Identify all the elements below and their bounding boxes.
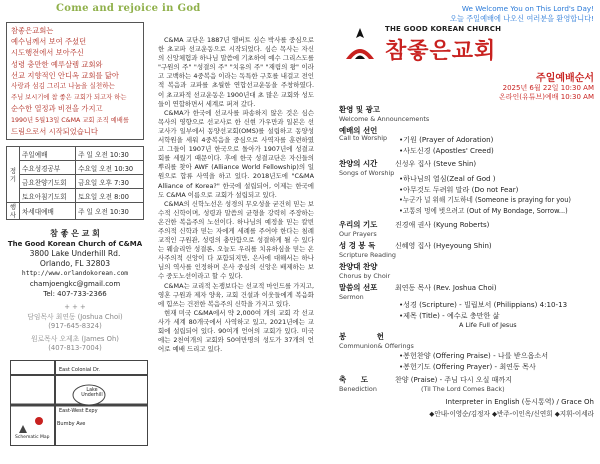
order-title-en: Call to Worship: [339, 134, 388, 142]
order-title-kr: 축 도: [339, 375, 374, 384]
cma-today-paragraph: 현재 미국 C&MA에서 약 2,000여 개의 교회 각 선교사가 세계 80개국에서 사역하고 있고, 2021년에는 교회에 설립되어 있다. 90여개 언어의 교회가 있다. 미국에는 2천여개의 교회와 50여만명의 성도가 37개의 언어로 예배 드리고 있다.: [158, 308, 314, 354]
order-item: •고통의 멍에 벗으려고 (Out of My Bondage, Sorrow...): [399, 207, 568, 215]
left-column: [0, 0, 201, 464]
intro-line: 사랑과 섬김 그리고 나눔을 실천하는: [11, 82, 115, 91]
order-item: •봉헌기도 (Offering Prayer) - 최연동 목사: [399, 362, 536, 371]
order-offering: [339, 331, 594, 372]
order-title-kr: 예배의 선언: [339, 126, 378, 135]
order-choir: [339, 261, 594, 280]
order-item: •봉헌찬양 (Offering Praise) - 나를 받으옵소서: [399, 351, 549, 360]
schedule-time: 토요일 오전 8:00: [76, 189, 144, 203]
intro-line: 시도행전에서 보아주신: [11, 48, 84, 58]
website-link[interactable]: http://www.orlandokorean.com: [21, 270, 129, 278]
order-title-en: Benediction: [339, 385, 377, 393]
order-title-en: Chorus by Choir: [339, 272, 391, 280]
order-songs: [339, 158, 594, 217]
order-title-en: Songs of Worship: [339, 169, 395, 177]
order-item: •하나님의 열심(Zeal of God ): [399, 174, 496, 183]
order-title-en: Scripture Reading: [339, 251, 396, 259]
order-call-to-worship: [339, 125, 594, 156]
schedule-name: 주일예배: [20, 147, 76, 161]
order-item: •아무것도 두려워 말라 (Do not Fear): [399, 185, 519, 194]
welcome-kr: 오늘 주일예배에 나오신 여러분을 환영합니다!: [450, 13, 594, 23]
map-label-road1: East Colonial Dr.: [59, 366, 101, 373]
middle-column: [150, 0, 320, 464]
cma-mission-paragraph: C&MA는 교리적 논쟁보다는 선교적 마인드를 가지고, 영혼 구원과 제자 양육, 교회 건설과 이웃들에게 복음화에 힘쓰는 건전한 복음주의 신학을 가지고 있다.: [158, 281, 314, 308]
schedule-side-regular: 정 기: [7, 147, 20, 203]
order-welcome: [339, 104, 594, 123]
emeritus-pastor-phone: (407-813-7004): [48, 344, 102, 353]
schedule-name: 차세대예배: [20, 203, 76, 220]
interpreter-line: Interpreter in English (동시통역) / Grace Oh: [445, 398, 594, 406]
order-leader: 최연동 목사 (Rev. Joshua Choi): [395, 284, 497, 292]
right-column: [325, 0, 600, 464]
senior-pastor: 담임목사 최연동 (Joshua Choi): [27, 312, 123, 321]
church-name-kr-header: 참좋은교회: [385, 39, 497, 64]
location-map: [10, 360, 148, 446]
map-drawing: [11, 361, 147, 445]
intro-line: 순수한 열정과 비전을 가지고: [11, 104, 103, 114]
intro-box: [6, 22, 144, 140]
order-title-en: Welcome & Announcements: [339, 115, 430, 123]
order-title-en: Our Prayers: [339, 230, 377, 238]
order-title-kr: 말씀의 선포: [339, 283, 378, 292]
order-title-kr: 찬양의 시간: [339, 159, 378, 168]
map-note: Schematic Map: [15, 434, 50, 440]
order-leader: 진경애 권사 (Kyung Roberts): [395, 221, 490, 229]
email-link[interactable]: chamjoengkc@gmail.com: [29, 280, 121, 289]
order-title-kr: 환영 및 광고: [339, 105, 380, 114]
order-item: •성경 (Scripture) - 빌립보서 (Philippians) 4:10-13: [399, 300, 568, 309]
welcome-en: We Welcome You on This Lord's Day!: [461, 4, 594, 13]
ministry-footer: ◆안내-이영순/김정자 ◆반주-이인옥/신연희 ◆지휘-이세라: [429, 410, 594, 418]
order-benediction: [339, 374, 594, 393]
intro-line: 참좋은교회는: [11, 26, 54, 35]
order-item: •사도신경 (Apostles' Creed): [399, 146, 494, 155]
schedule-side-event: 행 사: [7, 203, 20, 220]
schedule-time: 주 일 오전 10:30: [76, 203, 144, 220]
intro-line: 선교 지향적인 안디옥 교회를 닮아: [11, 70, 119, 80]
intro-line: 드림으로서 시작되었습니다: [11, 126, 98, 136]
order-title-en: Communion& Offerings: [339, 342, 414, 350]
map-label-lake: Lake Underhill: [81, 387, 103, 398]
order-scripture: [339, 240, 594, 259]
church-logo-icon: [341, 25, 379, 63]
cma-history-paragraph: C&MA 교단은 1887년 앨버트 심슨 박사를 중심으로 한 초교파 선교운동으로 시작되었다. 심슨 목사는 자신의 신앙체험과 하나님 말씀에 기초하여 예수 그리스도를 "구원의 주" "성결의 주" "치유의 주" "재림의 왕" 이라고 고백하는 4중복음 이라는 독특한 구호를 내걸고 전인적 복음과 교파를 초월한 연합선교운동을 주창하였다. 이 초교파적 선교운동은 1900년대 초 많은 교회와 성도들이 연합하면서 세계로 퍼져 갔다.: [158, 36, 314, 108]
service-date: 2025년 6월 22일 10:30 AM: [502, 84, 594, 92]
intro-line: 성령 충만한 예루살렘 교회와: [11, 59, 103, 69]
order-title-en: Sermon: [339, 293, 364, 301]
schedule-table: [6, 146, 144, 220]
north-arrow-icon: [19, 425, 27, 433]
map-label-bumby: Bumby Ave: [57, 420, 86, 427]
order-leader: 찬양 (Praise) - 주님 다시 오실 때까지: [395, 376, 512, 384]
order-item: •제목 (Title) - 예수로 충만한 삶: [399, 311, 500, 320]
cma-korea-paragraph: C&MA가 한국에 선교사를 파송하지 않은 것은 심슨 목사의 영향으로 선교사로 한 신현 가우만과 일본은 선교사가 일부에서 동양선교회(OMS)를 설립하고 동양성서학원을 세워 4중복음을 중심으로 사역자를 훈련하였고 그들이 1907년 한국으로 돌아가 1907년에 성결교회를 세웠기 때문이다. 후에 한국 성결교단은 자신들의 뿌리를 찾아 AWF (Alliance World Fellowship)의 일원으로 합류 사역을 하고 있다. 2018년도에 "C&MA Alliance of Korea?" 한국에 설립되어, 이제는 한국에도 C&MA 이름으로 교회가 설립되고 있다.: [158, 108, 314, 199]
order-leader: 신성우 집사 (Steve Shin): [395, 160, 477, 168]
intro-line: 예수님께서 보여 주셨던: [11, 37, 87, 47]
schedule-name: 금요찬양기도회: [20, 175, 76, 189]
church-logo-row: [339, 25, 594, 65]
address-line-1: 3800 Lake Underhill Rd.: [29, 249, 121, 259]
schedule-time: 수요일 오전 10:30: [76, 161, 144, 175]
map-label-expy: East-West Expy: [59, 407, 98, 414]
divider-plus: + + +: [64, 303, 86, 312]
order-leader-en: (Til The Lord Comes Back): [421, 385, 505, 393]
intro-line: 1990년 5월13일 C&MA 교회 조직 예배를: [11, 116, 129, 124]
church-name-en: The Good Korean Church of C&MA: [7, 240, 143, 249]
header-tagline: Come and rejoice in God: [56, 3, 201, 14]
phone-number: Tel: 407-733-2366: [43, 290, 107, 299]
church-name-kr: 참 좋 은 교 회: [50, 229, 100, 239]
map-church-marker: [35, 417, 43, 425]
sermon-title-en: A Life Full of Jesus: [459, 321, 517, 329]
schedule-time: 금요일 오후 7:30: [76, 175, 144, 189]
order-title-kr: 봉 헌: [339, 332, 398, 341]
senior-pastor-phone: (917-645-8324): [48, 322, 102, 331]
emeritus-pastor: 원로목사 오제초 (James Oh): [31, 334, 119, 343]
order-leader: 신혜영 집사 (Hyeyoung Shin): [395, 242, 492, 250]
schedule-name: 수요성경공부: [20, 161, 76, 175]
intro-line: 주님 보시기에 참 좋은 교회가 되고자 하는: [11, 94, 127, 102]
order-item: •누군가 널 위해 기도하네 (Someone is praying for you): [399, 196, 571, 204]
bulletin-title: 주일예배순서: [536, 73, 594, 84]
church-name-en-header: THE GOOD KOREAN CHURCH: [385, 25, 502, 33]
order-title-kr: 우리의 기도: [339, 220, 378, 229]
cma-theology-paragraph: C&MA의 신학노선은 성경의 무오성을 굳건히 믿는 보수적 신학이며, 성령과 말씀의 균형을 강력히 주장하는 온건한 복음주의 노선이다. 하나님의 예정을 믿는 칼빈주의적 신학과 믿는 자에게 세례를 주어야 한다는 침례교적인 구원관, 성령의 충만함으로 성결하게 될 수 있다는 웨슬리안 성결론, 오늘도 우리를 치유하심을 믿는 온사주의적 신앙이 다 포함되지만, 은사에 대해서는 하나님의 역사를 인정하며 은사 중심의 신앙은 배제하는 보수 중도노선이라고 할 수 있다.: [158, 199, 314, 281]
order-prayers: [339, 219, 594, 238]
address-line-2: Orlando, FL 32803: [39, 259, 111, 269]
schedule-time: 주 일 오전 10:30: [76, 147, 144, 161]
schedule-name: 토요아침기도회: [20, 189, 76, 203]
order-sermon: [339, 282, 594, 329]
order-title-kr: 찬양대 찬양: [339, 262, 378, 271]
order-title-kr: 성 경 봉 독: [339, 241, 376, 250]
online-service-date: 온라인(유튜브)예배 10:30 AM: [498, 93, 594, 101]
order-item: •기원 (Prayer of Adoration): [399, 135, 494, 144]
